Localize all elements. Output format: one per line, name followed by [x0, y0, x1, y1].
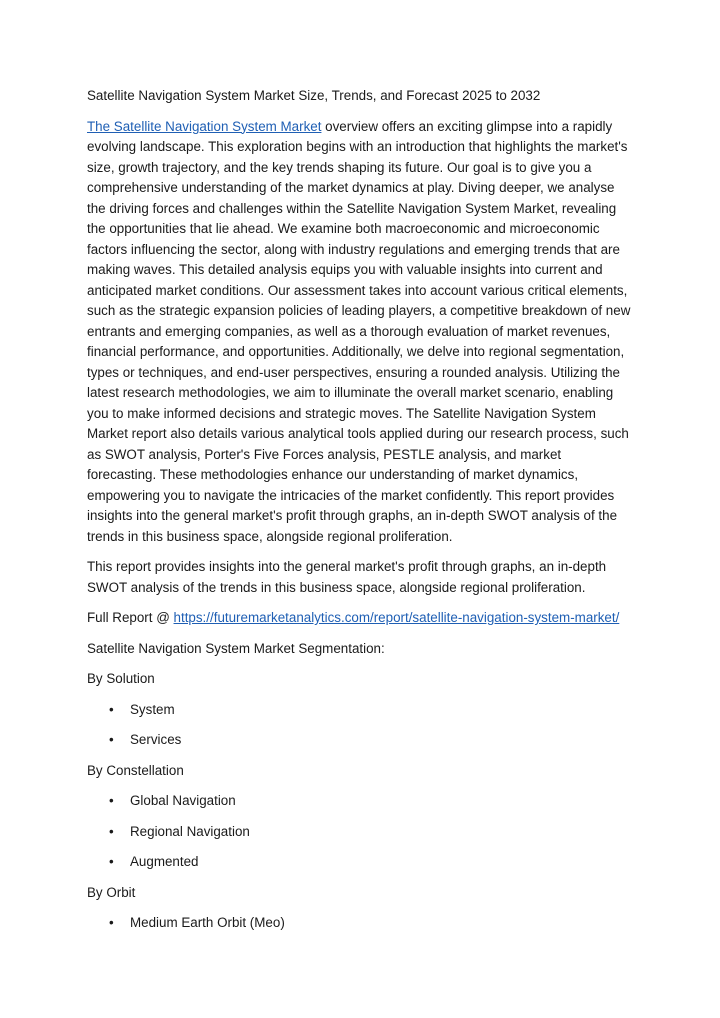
segmentation-heading: Satellite Navigation System Market Segmentation: [87, 640, 385, 656]
intro-paragraph [87, 117, 632, 548]
full-report-line [87, 608, 632, 629]
section-heading-constellation: By Constellation [87, 762, 184, 778]
section-heading-solution: By Solution [87, 671, 155, 686]
document-page [87, 86, 632, 944]
full-report-link[interactable]: https://futuremarketanalytics.com/report/satellite-navigation-system-market/ [173, 610, 620, 625]
orbit-list [87, 913, 632, 934]
bullet-icon: • [109, 793, 114, 808]
document-title: Satellite Navigation System Market Size, Trends, and Forecast 2025 to 2032 [87, 88, 541, 103]
section-heading-orbit: By Orbit [87, 884, 136, 900]
list-item: • Regional Navigation [87, 822, 632, 843]
intro-text: overview offers an exciting glimpse into a rapidly evolving landscape. This exploration begins with an introduction that highlights the market's size, growth trajectory, and the key trends shaping its future. Our goal is to give you a comprehensive understanding of the market dynamics at play. Diving deeper, we analyse the driving forces and challenges within the Satellite Navigation System Market, revealing the opportunities that lie ahead. We examine both macroeconomic and microeconomic factors influencing the sector, along with industry regulations and emerging trends that are making waves. This detailed analysis equips you with valuable insights into current and anticipated market conditions. Our assessment takes into account various critical elements, such as the strategic expansion policies of leading players, a competitive breakdown of new entrants and emerging companies, as well as a thorough evaluation of market revenues, financial performance, and opportunities. Additionally, we delve into regional segmentation, types or techniques, and end-user perspectives, ensuring a rounded analysis. Utilizing the latest research methodologies, we aim to illuminate the overall market scenario, enabling you to make informed decisions and strategic moves. The Satellite Navigation System Market report also details various analytical tools applied during our research process, such as SWOT analysis, Porter's Five Forces analysis, PESTLE analysis, and market forecasting. These methodologies enhance our understanding of market dynamics, empowering you to navigate the intricacies of the market confidently. This report provides insights into the general market's profit through graphs, an in-depth SWOT analysis of the trends in this business space, alongside regional proliferation. [87, 118, 631, 544]
bullet-icon: • [109, 915, 114, 930]
segmentation-sections [87, 669, 632, 934]
second-paragraph: This report provides insights into the general market's profit through graphs, an in-depth SWOT analysis of the trends in this business space, alongside regional proliferation. [87, 559, 607, 595]
list-item: • Services [87, 730, 632, 751]
list-item: • Global Navigation [87, 791, 632, 812]
market-link[interactable]: The Satellite Navigation System Market [87, 118, 322, 134]
bullet-icon: • [109, 854, 114, 869]
full-report-label: Full Report @ [87, 610, 174, 625]
constellation-list [87, 791, 632, 873]
solution-list [87, 700, 632, 751]
list-item: • System [87, 700, 632, 721]
bullet-icon: • [109, 732, 114, 747]
list-item: • Augmented [87, 852, 632, 873]
list-item: • Medium Earth Orbit (Meo) [87, 913, 632, 934]
bullet-icon: • [109, 823, 114, 839]
bullet-icon: • [109, 701, 114, 717]
